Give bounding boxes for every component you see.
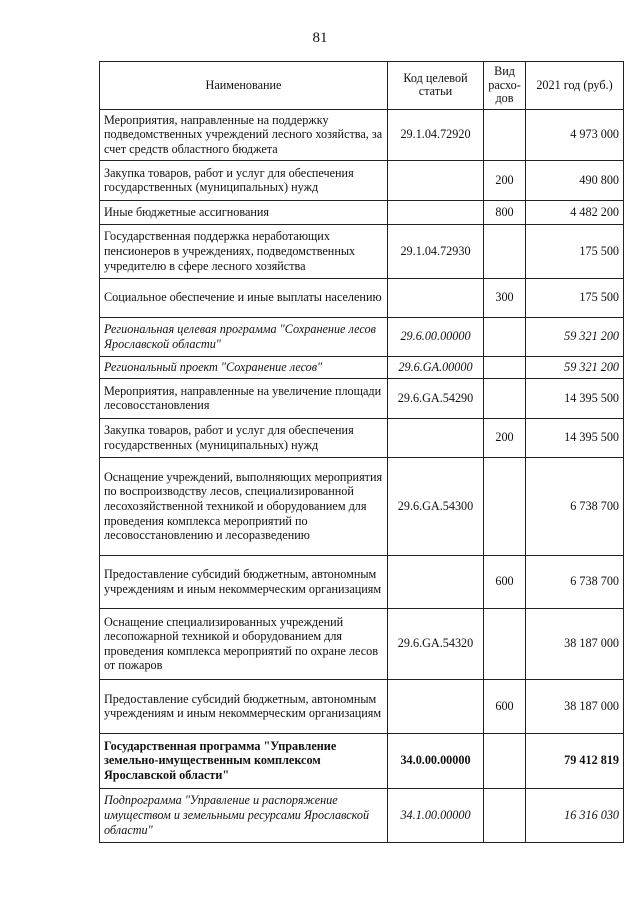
row-amount-cell: 4 973 000 [526,109,624,160]
table-row [100,224,624,278]
row-code-cell: 29.1.04.72930 [388,224,484,278]
table-row [100,160,624,200]
row-code-cell: 34.1.00.00000 [388,788,484,842]
row-name-cell: Предоставление субсидий бюджетным, автономным учреждениям и иным некоммерческим организациям [100,679,388,733]
row-name-cell: Оснащение учреждений, выполняющих мероприятия по воспроизводству лесов, специализированной лесохозяйственной техникой и оборудованием для проведения комплекса мероприятий по лесовосстановлению и лесоразведению [100,457,388,555]
row-amount-cell: 175 500 [526,278,624,317]
table-header-row [100,62,624,110]
row-amount-cell: 6 738 700 [526,555,624,608]
row-code-cell [388,679,484,733]
row-type-cell [484,356,526,378]
table-row [100,788,624,842]
row-name-cell: Государственная поддержка неработающих пенсионеров в учреждениях, подведомственных учредителю в сфере лесного хозяйства [100,224,388,278]
row-name-cell: Мероприятия, направленные на поддержку подведомственных учреждений лесного хозяйства, за счет средств областного бюджета [100,109,388,160]
row-amount-cell: 6 738 700 [526,457,624,555]
row-name-cell: Оснащение специализированных учреждений лесопожарной техникой и оборудованием для проведения комплекса мероприятий по охране лесов от пожаров [100,608,388,679]
row-amount-cell: 490 800 [526,160,624,200]
row-type-cell [484,224,526,278]
table-row [100,733,624,788]
row-code-cell [388,200,484,224]
row-name-cell: Предоставление субсидий бюджетным, автономным учреждениям и иным некоммерческим организациям [100,555,388,608]
row-type-cell [484,733,526,788]
row-amount-cell: 16 316 030 [526,788,624,842]
row-code-cell [388,418,484,457]
row-name-cell: Закупка товаров, работ и услуг для обеспечения государственных (муниципальных) нужд [100,160,388,200]
row-type-cell [484,109,526,160]
table-row [100,200,624,224]
row-code-cell: 29.6.GA.54300 [388,457,484,555]
header-code: Код целевой статьи [388,62,484,110]
row-amount-cell: 14 395 500 [526,378,624,418]
row-type-cell: 200 [484,418,526,457]
row-code-cell: 29.6.GA.00000 [388,356,484,378]
table-row [100,378,624,418]
row-type-cell [484,317,526,356]
row-amount-cell: 59 321 200 [526,356,624,378]
row-code-cell [388,555,484,608]
table-row [100,278,624,317]
row-type-cell [484,378,526,418]
row-amount-cell: 79 412 819 [526,733,624,788]
table-row [100,356,624,378]
row-name-cell: Подпрограмма "Управление и распоряжение имуществом и земельными ресурсами Ярославской области" [100,788,388,842]
table-row [100,418,624,457]
header-amount: 2021 год (руб.) [526,62,624,110]
page-number: 81 [312,30,328,46]
row-code-cell [388,160,484,200]
row-amount-cell: 175 500 [526,224,624,278]
row-code-cell: 29.6.GA.54290 [388,378,484,418]
table-row [100,555,624,608]
header-name: Наименование [100,62,388,110]
row-code-cell [388,278,484,317]
row-type-cell: 300 [484,278,526,317]
row-type-cell [484,608,526,679]
row-name-cell: Мероприятия, направленные на увеличение площади лесовосстановления [100,378,388,418]
row-type-cell [484,457,526,555]
table-row [100,317,624,356]
row-code-cell: 29.1.04.72920 [388,109,484,160]
row-amount-cell: 14 395 500 [526,418,624,457]
row-type-cell: 600 [484,679,526,733]
row-type-cell: 800 [484,200,526,224]
row-amount-cell: 59 321 200 [526,317,624,356]
row-amount-cell: 38 187 000 [526,679,624,733]
row-name-cell: Государственная программа "Управление земельно-имущественным комплексом Ярославской области" [100,733,388,788]
budget-table [99,61,624,843]
table-row [100,608,624,679]
row-name-cell: Социальное обеспечение и иные выплаты населению [100,278,388,317]
row-name-cell: Региональный проект "Сохранение лесов" [100,356,388,378]
row-code-cell: 34.0.00.00000 [388,733,484,788]
table-body [100,109,624,842]
row-type-cell: 200 [484,160,526,200]
row-code-cell: 29.6.GA.54320 [388,608,484,679]
row-name-cell: Региональная целевая программа "Сохранение лесов Ярославской области" [100,317,388,356]
table-row [100,679,624,733]
header-type: Вид расхо-дов [484,62,526,110]
table-row [100,457,624,555]
row-type-cell [484,788,526,842]
row-type-cell: 600 [484,555,526,608]
row-code-cell: 29.6.00.00000 [388,317,484,356]
row-amount-cell: 38 187 000 [526,608,624,679]
table-row [100,109,624,160]
row-name-cell: Закупка товаров, работ и услуг для обеспечения государственных (муниципальных) нужд [100,418,388,457]
row-name-cell: Иные бюджетные ассигнования [100,200,388,224]
row-amount-cell: 4 482 200 [526,200,624,224]
